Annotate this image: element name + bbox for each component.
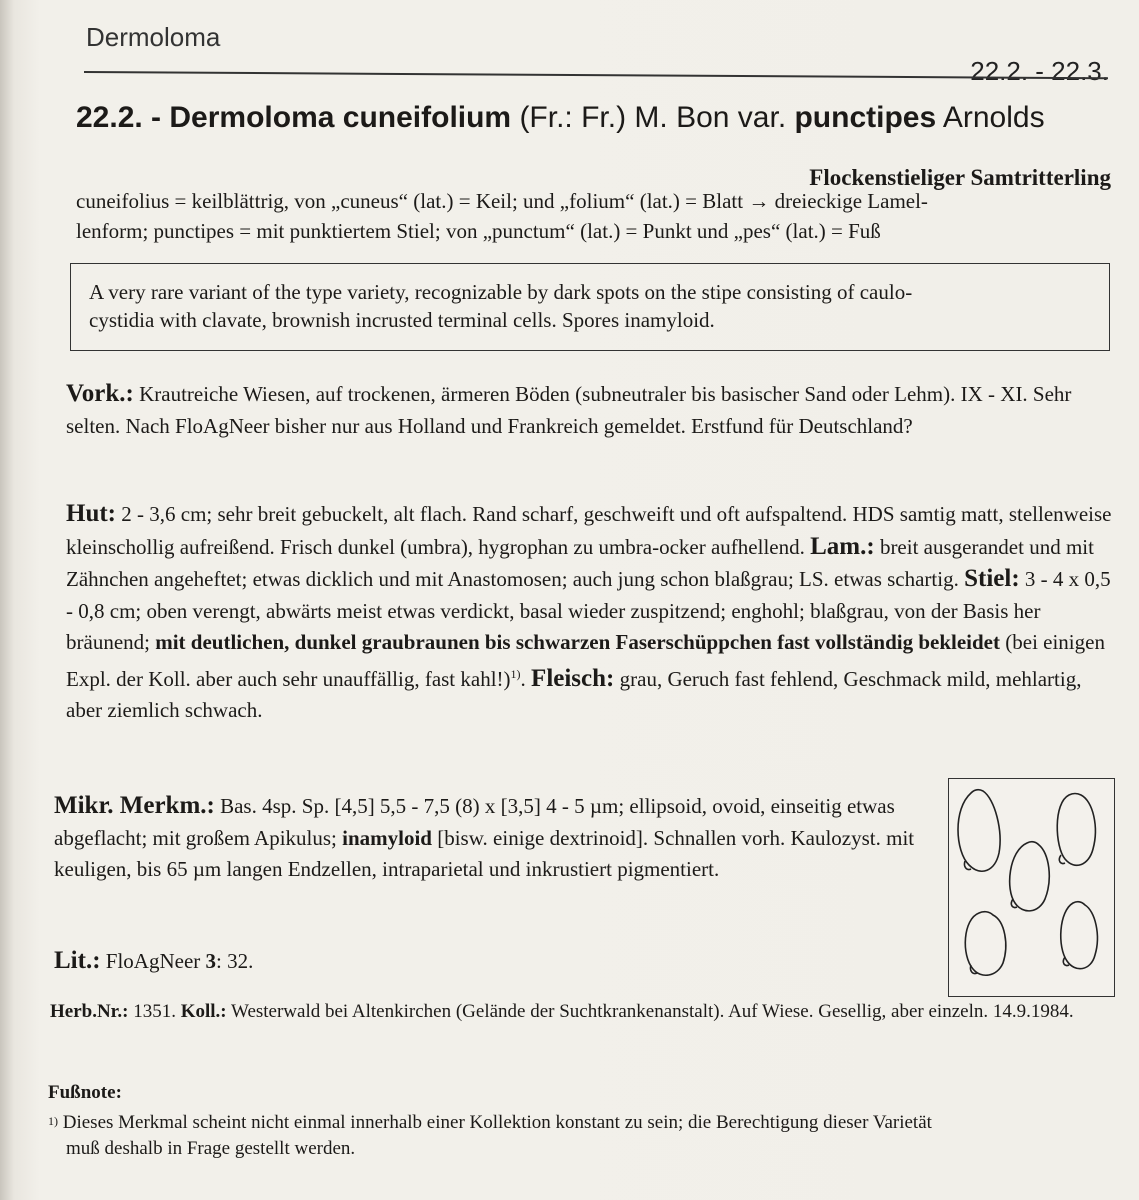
herbarium-number: 1351. — [128, 1001, 181, 1022]
occurrence-section — [66, 378, 1116, 442]
description-section — [66, 498, 1116, 727]
flesh-label: Fleisch: — [531, 664, 615, 692]
variety-author: Arnolds — [936, 101, 1045, 134]
flesh-text: grau, Geruch fast fehlend, Geschmack mild, mehlartig, aber ziemlich schwach. — [66, 666, 1082, 722]
stipe-label: Stiel: — [964, 565, 1020, 592]
literature-label: Lit.: — [54, 947, 101, 974]
herbarium-label: Herb.Nr.: — [50, 1001, 129, 1022]
common-name: Flockenstieliger Samtritterling — [809, 165, 1111, 190]
variety-name: punctipes — [794, 101, 937, 134]
species-number: 22.2. - — [76, 101, 170, 134]
microscopy-bold: inamyloid — [342, 825, 432, 850]
english-abstract-box — [70, 263, 1110, 351]
header-rule — [84, 71, 1108, 79]
spore-illustration — [948, 778, 1115, 997]
running-head: Dermoloma — [86, 22, 221, 52]
literature-section — [54, 946, 253, 976]
etymology-line: lenform; punctipes = mit punktiertem Stiel; von „punctum“ (lat.) = Punkt und „pes“ (lat.) = Fuß — [76, 219, 881, 243]
abstract-line: cystidia with clavate, brownish incrusted terminal cells. Spores inamyloid. — [89, 308, 715, 332]
sentence-dot: . — [520, 666, 532, 691]
footnote-marker: 1) — [48, 1114, 58, 1128]
collection-label: Koll.: — [180, 1001, 227, 1022]
gills-label: Lam.: — [810, 532, 875, 560]
microscopy-text-2: [bisw. einige dextrinoid]. Schnallen vorh. Kaulozyst. mit keuligen, bis 65 µm langen Endzellen, intraparietal und inkrustiert pigmentiert. — [54, 825, 915, 881]
literature-text: FloAgNeer — [100, 949, 206, 973]
species-name: Dermoloma cuneifolium — [169, 101, 512, 134]
herbarium-section — [50, 998, 1120, 1025]
species-title — [76, 100, 1116, 136]
occurrence-text: Krautreiche Wiesen, auf trockenen, ärmeren Böden (subneutraler bis basischer Sand oder Lehm). IX - XI. Sehr selten. Nach FloAgNeer bisher nur aus Holland und Frankreich gemeldet. Erstfund für Deutschland? — [66, 382, 1072, 438]
etymology — [76, 186, 1116, 246]
page-range: 22.2. - 22.3. — [970, 56, 1109, 86]
microscopy-label: Mikr. Merkm.: — [54, 792, 215, 819]
abstract-line: A very rare variant of the type variety, recognizable by dark spots on the stipe consisting of caulo- — [89, 280, 913, 304]
literature-volume: 3 — [205, 949, 217, 973]
occurrence-label: Vork.: — [66, 380, 134, 407]
microscopy-section — [54, 790, 944, 886]
footnote-line: muß deshalb in Frage gestellt werden. — [66, 1138, 356, 1159]
gills-text: breit ausgerandet und mit Zähnchen angeheftet; etwas dicklich und mit Anastomosen; auch jung schon blaßgrau; LS. etwas schartig. — [66, 534, 1094, 591]
etymology-line: cuneifolius = keilblättrig, von „cuneus“ (lat.) = Keil; und „folium“ (lat.) = Blatt → dreieckige Lamel- — [76, 189, 928, 213]
literature-page: : 32. — [216, 949, 254, 973]
footnote-title: Fußnote: — [48, 1082, 122, 1103]
footnote-line: Dieses Merkmal scheint nicht einmal innerhalb einer Kollektion konstant zu sein; die Berechtigung dieser Varietät — [58, 1112, 932, 1133]
cap-text: 2 - 3,6 cm; sehr breit gebuckelt, alt flach. Rand scharf, geschweift und oft aufspaltend. HDS samtig matt, stellenweise kleinschollig aufreißend. Frisch dunkel (umbra), hygrophan zu umbra-ocker aufhellend. — [66, 502, 1112, 559]
cap-label: Hut: — [66, 500, 116, 527]
stipe-text-2: (bei einigen Expl. der Koll. aber auch sehr unauffällig, fast kahl!) — [66, 630, 1105, 691]
stipe-text: 3 - 4 x 0,5 - 0,8 cm; oben verengt, abwärts meist etwas verdickt, basal wieder zuspitzend; enghohl; blaßgrau, von der Basis her bräunend; — [66, 567, 1111, 654]
species-author: (Fr.: Fr.) M. Bon var. — [511, 101, 795, 134]
stipe-bold-text: mit deutlichen, dunkel graubraunen bis schwarzen Faserschüppchen fast vollständig bekleidet — [155, 630, 1000, 654]
footnote-reference: 1) — [510, 666, 521, 681]
footnote-text — [48, 1110, 1128, 1162]
microscopy-text: Bas. 4sp. Sp. [4,5] 5,5 - 7,5 (8) x [3,5] 4 - 5 µm; ellipsoid, ovoid, einseitig etwas abgeflacht; mit großem Apikulus; — [54, 794, 895, 850]
spore-drawing-icon — [949, 779, 1113, 995]
collection-text: Westerwald bei Altenkirchen (Gelände der Suchtkrankenanstalt). Auf Wiese. Gesellig, aber einzeln. 14.9.1984. — [226, 1001, 1074, 1022]
